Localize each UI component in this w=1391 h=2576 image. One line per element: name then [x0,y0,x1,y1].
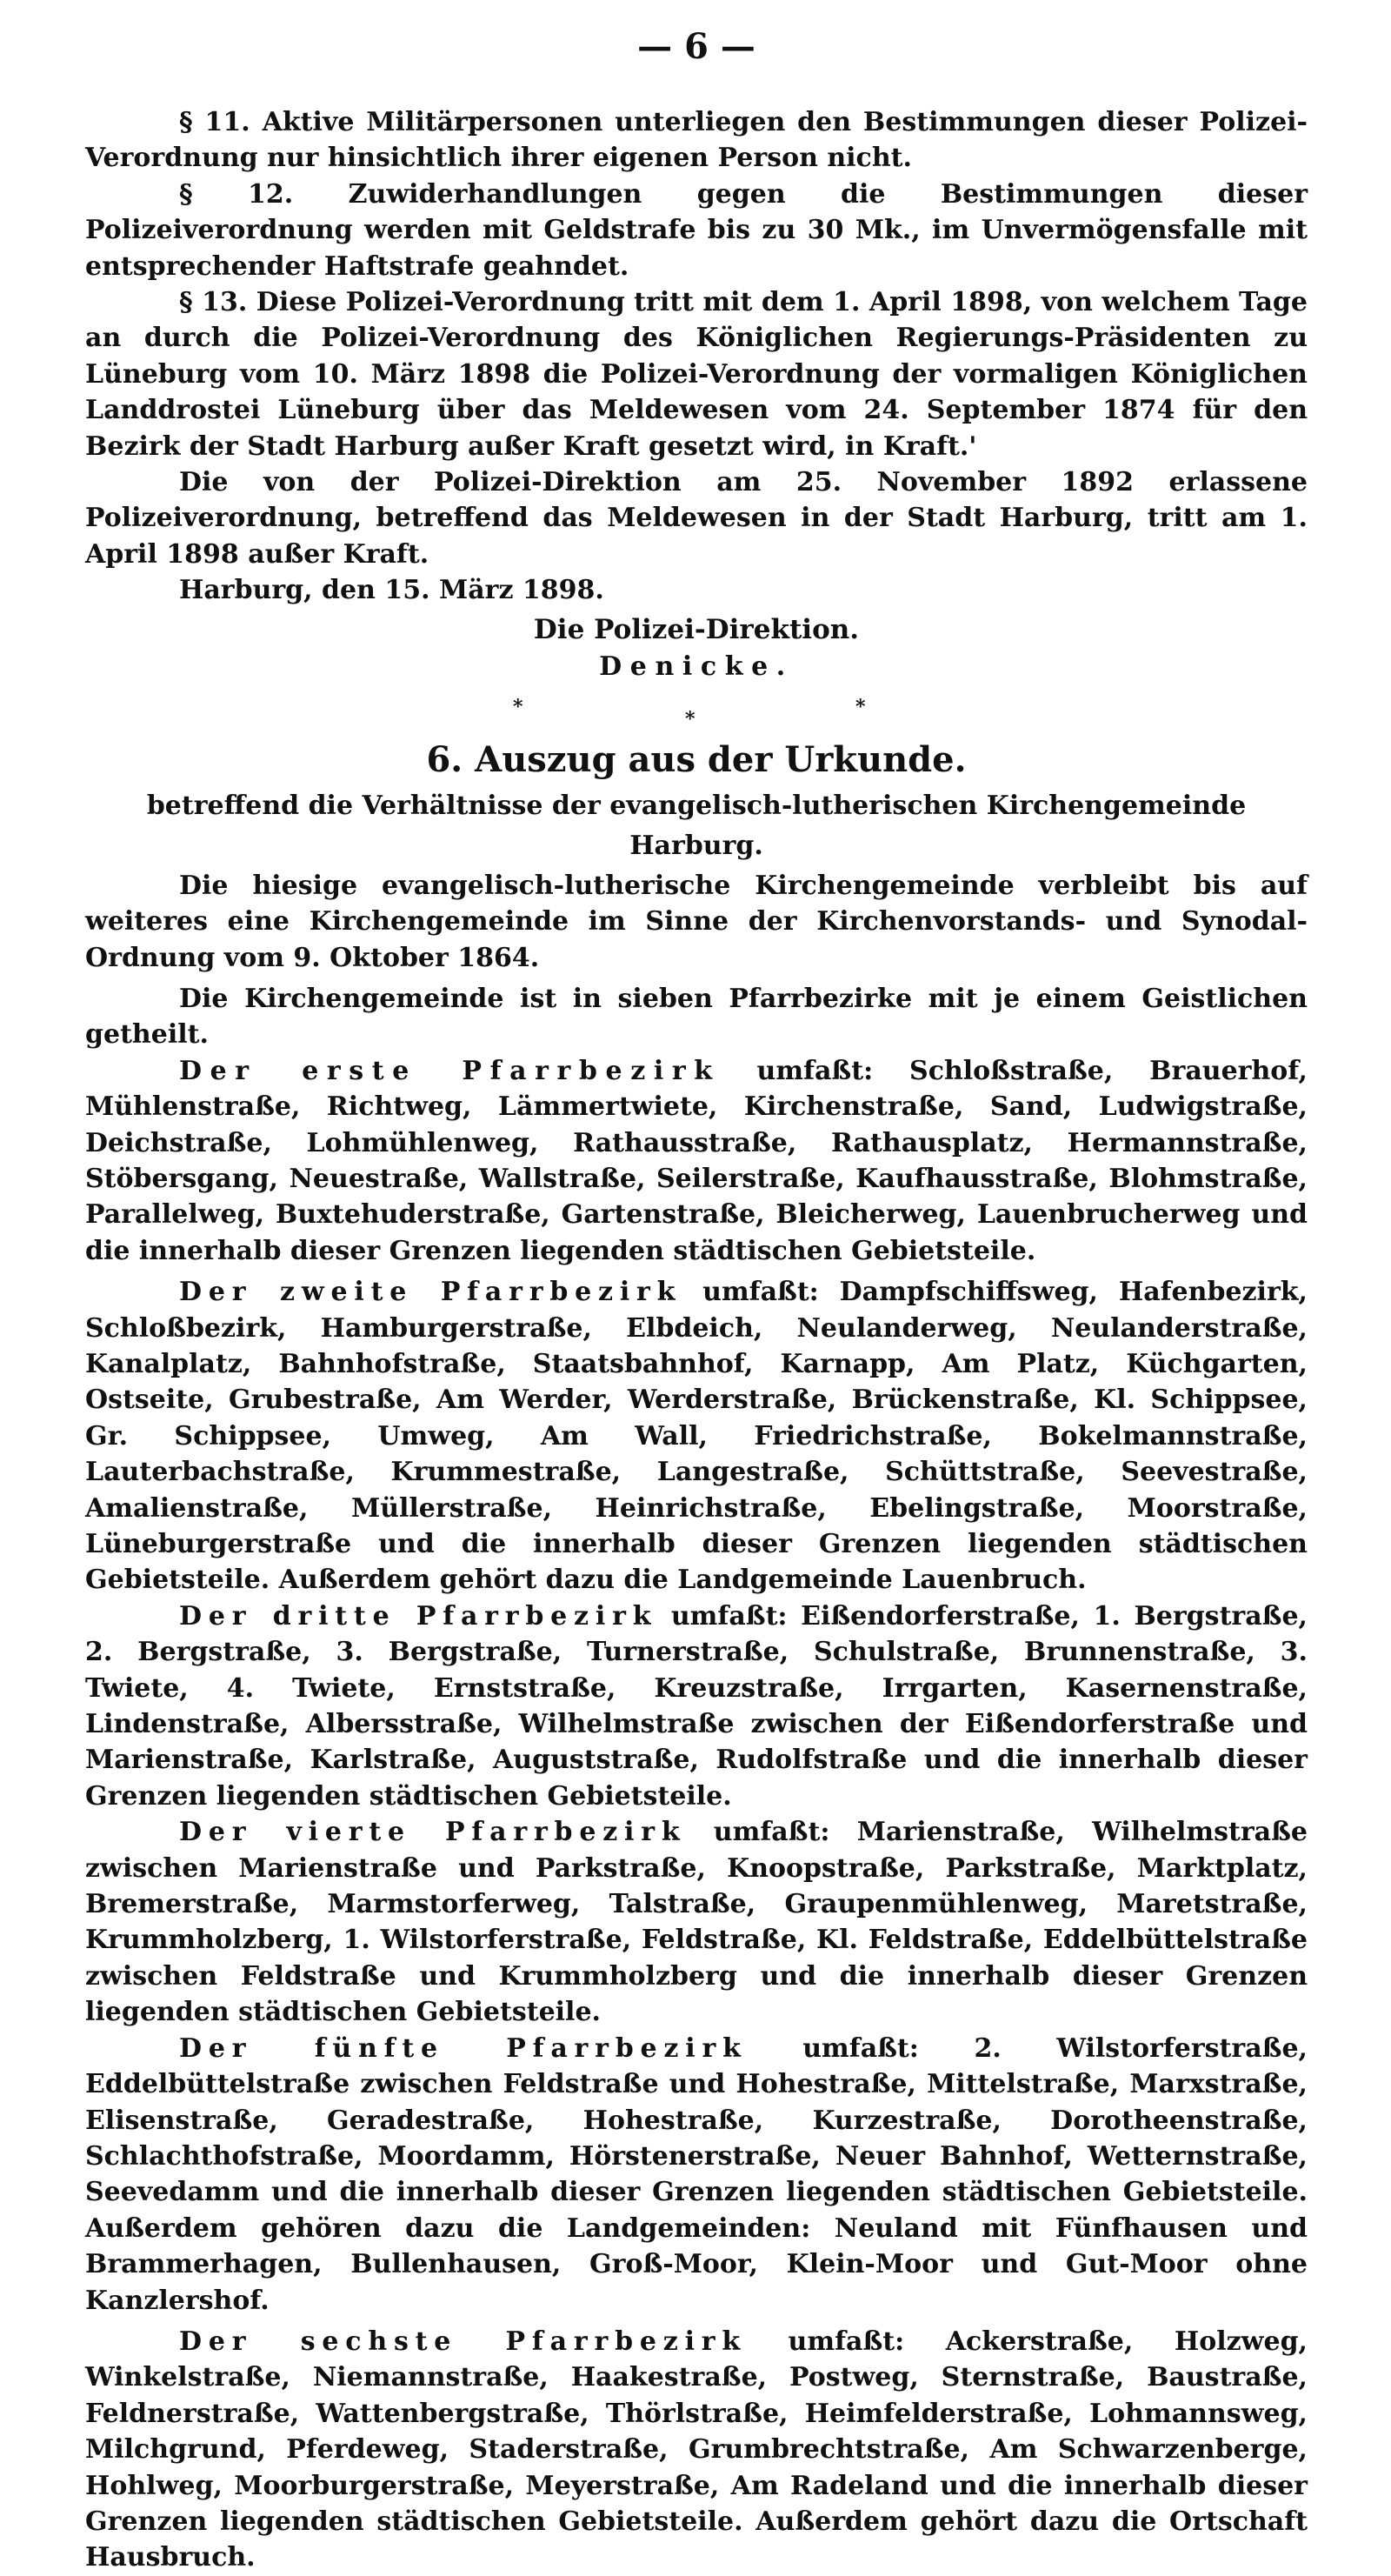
paragraph-district-5 [85,2031,1308,2319]
district-streets: umfaßt: Schloßstraße, Brauerhof, Mühlenstraße, Richtweg, Lämmertwiete, Kirchenstraße, Sand, Ludwigstraße, Deichstraße, Lohmühlenweg, Rathausstraße, Rathausplatz, Hermannstraße, Stöbersgang, Neuestraße, Wallstraße, Seilerstraße, Kaufhausstraße, Blohmstraße, Parallelweg, Buxtehuderstraße, Gartenstraße, Bleicherweg, Lauenbrucherweg und die innerhalb dieser Grenzen liegenden städtischen Gebietsteile. [85,1055,1308,1266]
star-separator [85,685,1308,731]
paragraph-section-11: § 11. Aktive Militärpersonen unterliegen den Bestimmungen dieser Polizei-Verordnung nur hinsichtlich ihrer eigenen Person nicht. [85,107,1308,174]
paragraph-district-3 [85,1598,1308,1814]
signature-name: Denicke. [599,651,794,682]
district-label: Der fünfte Pfarrbezirk [179,2032,748,2064]
district-streets: umfaßt: 2. Wilstorferstraße, Eddelbüttelstraße zwischen Feldstraße und Hohestraße, Mittelstraße, Marxstraße, Elisenstraße, Geradestraße, Hohestraße, Kurzestraße, Dorotheenstraße, Schlachthofstraße, Moordamm, Hörstenerstraße, Neuer Bahnhof, Wetternstraße, Seevedamm und die innerhalb dieser Grenzen liegenden städtischen Gebietsteile. Außerdem gehören dazu die Landgemeinden: Neuland mit Fünfhausen und Brammerhagen, Bullenhausen, Groß-Moor, Klein-Moor und Gut-Moor ohne Kanzlershof. [85,2032,1308,2316]
section-subtitle: betreffend die Verhältnisse der evangelisch-lutherischen Kirchengemeinde Harburg. [146,790,1247,861]
paragraph-district-4 [85,1814,1308,2030]
paragraph-district-1 [85,1053,1308,1269]
separator-star: * [855,695,866,718]
signature-authority: Die Polizei-Direktion. [533,613,860,645]
paragraph-district-2 [85,1274,1308,1598]
district-label: Der dritte Pfarrbezirk [179,1600,658,1632]
paragraph-section-12: § 12. Zuwiderhandlungen gegen die Bestimmungen dieser Polizeiverordnung werden mit Geldstrafe bis zu 30 Mk., im Unvermögensfalle mit entsprechender Haftstrafe geahndet. [85,178,1308,282]
district-streets: umfaßt: Dampfschiffsweg, Hafenbezirk, Schloßbezirk, Hamburgerstraße, Elbdeich, Neulanderweg, Neulanderstraße, Kanalplatz, Bahnhofstraße, Staatsbahnhof, Karnapp, Am Platz, Küchgarten, Ostseite, Grubestraße, Am Werder, Werderstraße, Brückenstraße, Kl. Schippsee, Gr. Schippsee, Umweg, Am Wall, Friedrichstraße, Bokelmannstraße, Lauterbachstraße, Krummestraße, Langestraße, Schüttstraße, Seevestraße, Amalienstraße, Müllerstraße, Heinrichstraße, Ebelingstraße, Moorstraße, Lüneburgerstraße und die innerhalb dieser Grenzen liegenden städtischen Gebietsteile. Außerdem gehört dazu die Landgemeinde Lauenbruch. [85,1277,1308,1596]
dateline: Harburg, den 15. März 1898. [179,575,604,606]
district-label: Der sechste Pfarrbezirk [179,2326,747,2357]
paragraph-repeal: Die von der Polizei-Direktion am 25. November 1892 erlassene Polizeiverordnung, betreffend das Meldewesen in der Stadt Harburg, tritt am 1. April 1898 außer Kraft. [85,467,1308,570]
district-label: Der vierte Pfarrbezirk [179,1817,687,1848]
separator-star: * [685,707,696,731]
district-label: Der zweite Pfarrbezirk [179,1277,682,1308]
district-streets: umfaßt: Eißendorferstraße, 1. Bergstraße, 2. Bergstraße, 3. Bergstraße, Turnerstraße, Schulstraße, Brunnenstraße, 3. Twiete, 4. Twiete, Ernststraße, Kreuzstraße, Irrgarten, Kasernenstraße, Lindenstraße, Albersstraße, Wilhelmstraße zwischen der Eißendorferstraße und Marienstraße, Karlstraße, Auguststraße, Rudolfstraße und die innerhalb dieser Grenzen liegenden städtischen Gebietsteile. [85,1600,1308,1812]
paragraph-districts-count: Die Kirchengemeinde ist in sieben Pfarrbezirke mit je einem Geistlichen getheilt. [85,983,1308,1051]
district-streets: umfaßt: Marienstraße, Wilhelmstraße zwischen Marienstraße und Parkstraße, Knoopstraße, Parkstraße, Marktplatz, Bremerstraße, Marmstorferweg, Talstraße, Graupenmühlenweg, Maretstraße, Krummholzberg, 1. Wilstorferstraße, Feldstraße, Kl. Feldstraße, Eddelbüttelstraße zwischen Feldstraße und Krummholzberg und die innerhalb dieser Grenzen liegenden städtischen Gebietsteile. [85,1817,1308,2028]
paragraph-section-13: § 13. Diese Polizei-Verordnung tritt mit dem 1. April 1898, von welchem Tage an durch die Polizei-Verordnung des Königlichen Regierungs-Präsidenten zu Lüneburg vom 10. März 1898 die Polizei-Verordnung der vormaligen Königlichen Landdrostei Lüneburg über das Meldewesen vom 24. September 1874 für den Bezirk der Stadt Harburg außer Kraft gesetzt wird, in Kraft.' [85,287,1308,462]
district-label: Der erste Pfarrbezirk [179,1055,721,1086]
paragraph-intro: Die hiesige evangelisch-lutherische Kirchengemeinde verbleibt bis auf weiteres eine Kirchengemeinde im Sinne der Kirchenvorstands- und Synodal-Ordnung vom 9. Oktober 1864. [85,870,1308,973]
paragraph-district-6 [85,2324,1308,2576]
district-streets: umfaßt: Ackerstraße, Holzweg, Winkelstraße, Niemannstraße, Haakestraße, Postweg, Sternstraße, Baustraße, Feldnerstraße, Wattenbergstraße, Thörlstraße, Heimfelderstraße, Lohmannsweg, Milchgrund, Pferdeweg, Staderstraße, Grumbrechtstraße, Am Schwarzenberge, Hohlweg, Moorburgerstraße, Meyerstraße, Am Radeland und die innerhalb dieser Grenzen liegenden städtischen Gebietsteile. Außerdem gehört dazu die Ortschaft Hausbruch. [85,2326,1308,2573]
page-number: — 6 — [637,26,755,67]
separator-star: * [513,695,523,718]
section-title: 6. Auszug aus der Urkunde. [426,738,967,780]
